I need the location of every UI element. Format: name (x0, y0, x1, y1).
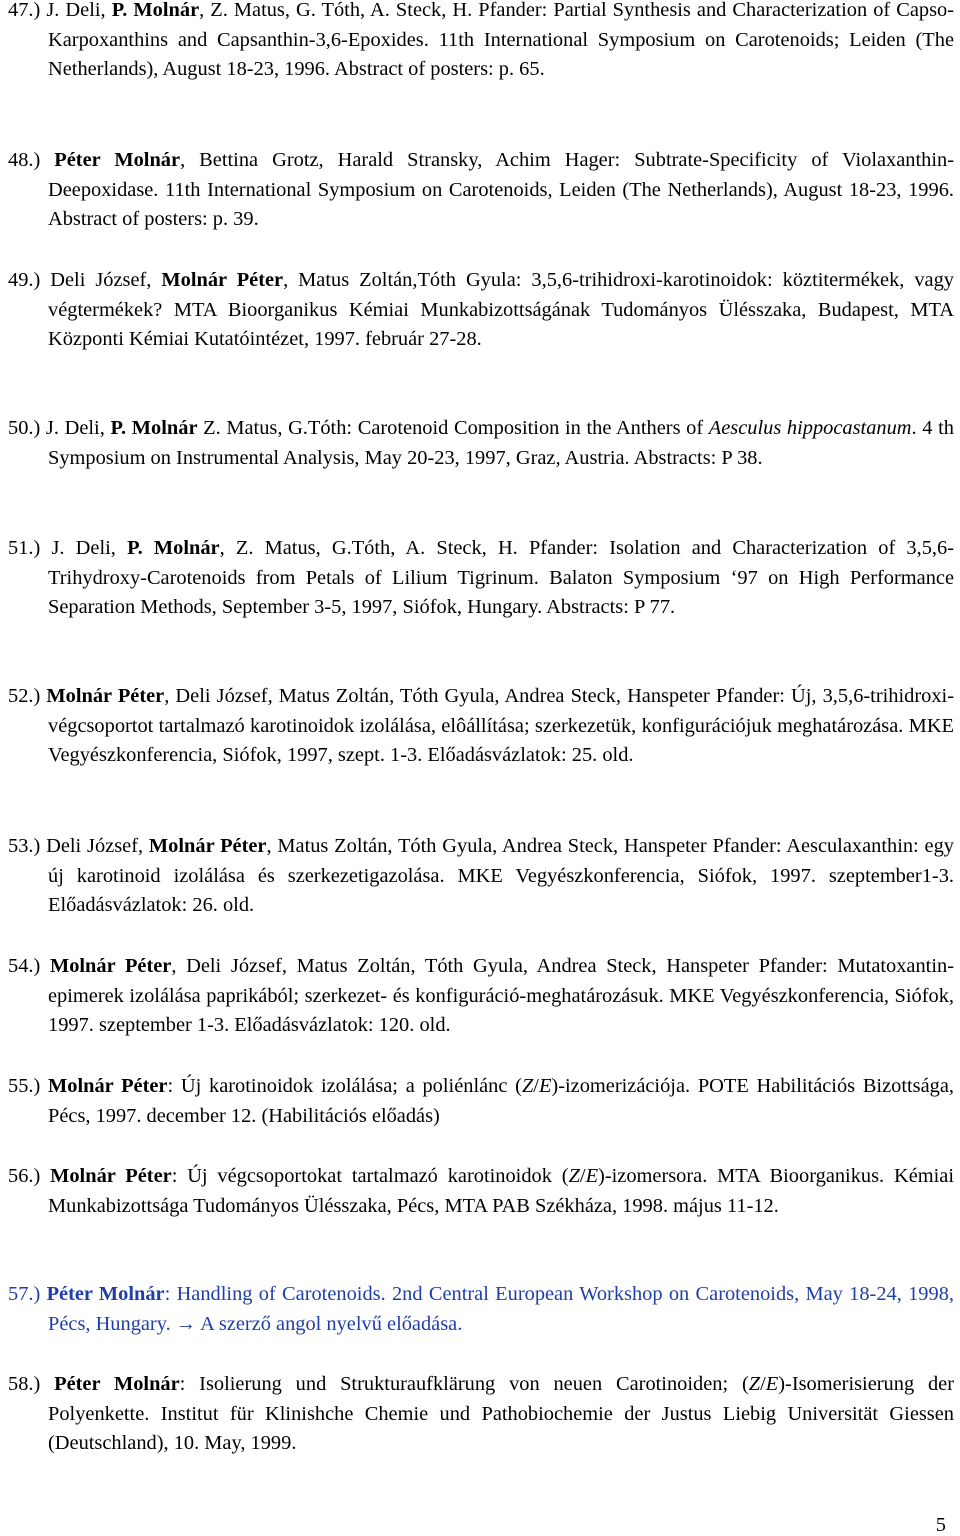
entry-number: 56.) (8, 1165, 41, 1187)
publication-entry (8, 146, 954, 235)
publication-entry (8, 0, 954, 85)
entry-number: 53.) (8, 835, 41, 857)
entry-text: , Z. Matus, G. Tóth, A. Steck, H. Pfander: Partial Synthesis and Characterization of Capso-Karpoxanthins and Capsanthin-3,6-Epoxides. 11th International Symposium on Carotenoids; Leiden (The Netherlands), August 18-23, 1996. Abstract of posters: p. 65. (48, 0, 954, 81)
entry-text: , Z. Matus, G.Tóth, A. Steck, H. Pfander: Isolation and Characterization of 3,5,6-Trihydroxy-Carotenoids from Petals of Lilium Tigrinum. Balaton Symposium ‘97 on High Performance Separation Methods, September 3-5, 1997, Siófok, Hungary. Abstracts: P 77. (48, 537, 954, 619)
entry-text: )-izomersora. MTA Bioorganikus. Kémiai Munkabizottsága Tudományos Ülésszaka, Pécs, MTA PAB Székháza, 1998. május 11-12. (48, 1165, 955, 1217)
entry-text: , Matus Zoltán,Tóth Gyula: 3,5,6-trihidroxi-karotinoidok: köztitermékek, vagy végtermékek? MTA Bioorganikus Kémiai Munkabizottságának Tudományos Ülésszaka, Budapest, MTA Központi Kémiai Kutatóintézet, 1997. február 27-28. (48, 269, 954, 351)
author-name: Péter Molnár (40, 1373, 180, 1395)
author-name: P. Molnár (110, 417, 198, 439)
entry-text: : Új végcsoportokat tartalmazó karotinoidok ( (171, 1165, 569, 1187)
entry-text: Deli József, (40, 269, 162, 291)
publication-entry (8, 534, 954, 623)
italic-text: Z (521, 1075, 534, 1097)
entry-text: , Deli József, Matus Zoltán, Tóth Gyula, Andrea Steck, Hanspeter Pfander: Mutatoxantin-epimerek izolálása paprikából; szerkezet- és konfiguráció-meghatározásuk. MKE Vegyészkonferencia, Siófok, 1997. szeptember 1-3. Előadásvázlatok: 120. old. (48, 955, 954, 1037)
author-name: Molnár Péter (161, 269, 284, 291)
author-name: Péter Molnár (40, 1283, 165, 1305)
entry-text: , Bettina Grotz, Harald Stransky, Achim Hager: Subtrate-Specificity of Violaxanthin-Deepoxidase. 11th International Symposium on Carotenoids, Leiden (The Netherlands), August 18-23, 1996. Abstract of posters: p. 39. (48, 149, 954, 231)
author-name: Molnár Péter (40, 1075, 168, 1097)
publication-entry (8, 1162, 954, 1221)
entry-number: 57.) (8, 1283, 41, 1305)
entry-text: J. Deli, (40, 0, 112, 21)
entry-number: 49.) (8, 269, 41, 291)
entry-text: Deli József, (40, 835, 149, 857)
entry-number: 47.) (8, 0, 41, 21)
italic-text: Z (568, 1165, 580, 1187)
entry-text: / (760, 1373, 766, 1395)
publication-entry (8, 832, 954, 921)
italic-text: Aesculus hippocastanum (708, 417, 912, 439)
publication-entry (8, 1072, 954, 1131)
author-name: Molnár Péter (40, 955, 172, 977)
italic-text: E (765, 1373, 779, 1395)
italic-text: E (585, 1165, 599, 1187)
page-number: 5 (935, 1514, 946, 1536)
publication-entry (8, 1370, 954, 1459)
author-name: P. Molnár (111, 0, 200, 21)
publication-entry (8, 682, 954, 771)
entry-text: Z. Matus, G.Tóth: Carotenoid Composition in the Anthers of (197, 417, 709, 439)
entry-number: 58.) (8, 1373, 41, 1395)
entry-text: / (579, 1165, 586, 1187)
entry-number: 55.) (8, 1075, 41, 1097)
author-name: Molnár Péter (148, 835, 267, 857)
entry-text: : Isolierung und Strukturaufklärung von neuen Carotinoiden; ( (179, 1373, 749, 1395)
entry-number: 50.) (8, 417, 41, 439)
entry-number: 52.) (8, 685, 41, 707)
entry-text: J. Deli, (40, 417, 111, 439)
entry-number: 54.) (8, 955, 41, 977)
entry-text: )-izomerizációja. POTE Habilitációs Bizottsága, Pécs, 1997. december 12. (Habilitációs előadás) (48, 1075, 954, 1127)
publication-entry (8, 952, 954, 1041)
entry-text: / (533, 1075, 539, 1097)
entry-text: . 4 th Symposium on Instrumental Analysis, May 20-23, 1997, Graz, Austria. Abstracts: P 38. (48, 417, 955, 469)
publication-entry (8, 1280, 954, 1339)
entry-number: 48.) (8, 149, 41, 171)
publication-entry (8, 266, 954, 355)
entry-text: )-Isomerisierung der Polyenkette. Institut für Klinishche Chemie und Pathobiochemie der Justus Liebig Universität Giessen (Deutschland), 10. May, 1999. (48, 1373, 955, 1455)
entry-text: , Deli József, Matus Zoltán, Tóth Gyula, Andrea Steck, Hanspeter Pfander: Új, 3,5,6-trihidroxi-végcsoportot tartalmazó karotinoidok izolálása, elôállítása; szerkezetük, konfigurációjuk meghatározása. MKE Vegyészkonferencia, Siófok, 1997, szept. 1-3. Előadásvázlatok: 25. old. (48, 685, 954, 767)
entry-text: , Matus Zoltán, Tóth Gyula, Andrea Steck, Hanspeter Pfander: Aesculaxanthin: egy új karotinoid izolálása és szerkezetigazolása. MKE Vegyészkonferencia, Siófok, 1997. szeptember1-3. Előadásvázlatok: 26. old. (48, 835, 954, 917)
publication-entry (8, 414, 954, 473)
entry-text: : Új karotinoidok izolálása; a poliénlánc ( (167, 1075, 522, 1097)
italic-text: E (538, 1075, 552, 1097)
entry-number: 51.) (8, 537, 41, 559)
entry-text: : Handling of Carotenoids. 2nd Central European Workshop on Carotenoids, May 18-24, 1998, Pécs, Hungary. → A szerző angol nyelvű előadása. (48, 1283, 954, 1335)
entry-text: J. Deli, (40, 537, 128, 559)
author-name: P. Molnár (127, 537, 220, 559)
author-name: Molnár Péter (40, 1165, 172, 1187)
author-name: Péter Molnár (40, 149, 181, 171)
author-name: Molnár Péter (40, 685, 165, 707)
italic-text: Z (748, 1373, 761, 1395)
